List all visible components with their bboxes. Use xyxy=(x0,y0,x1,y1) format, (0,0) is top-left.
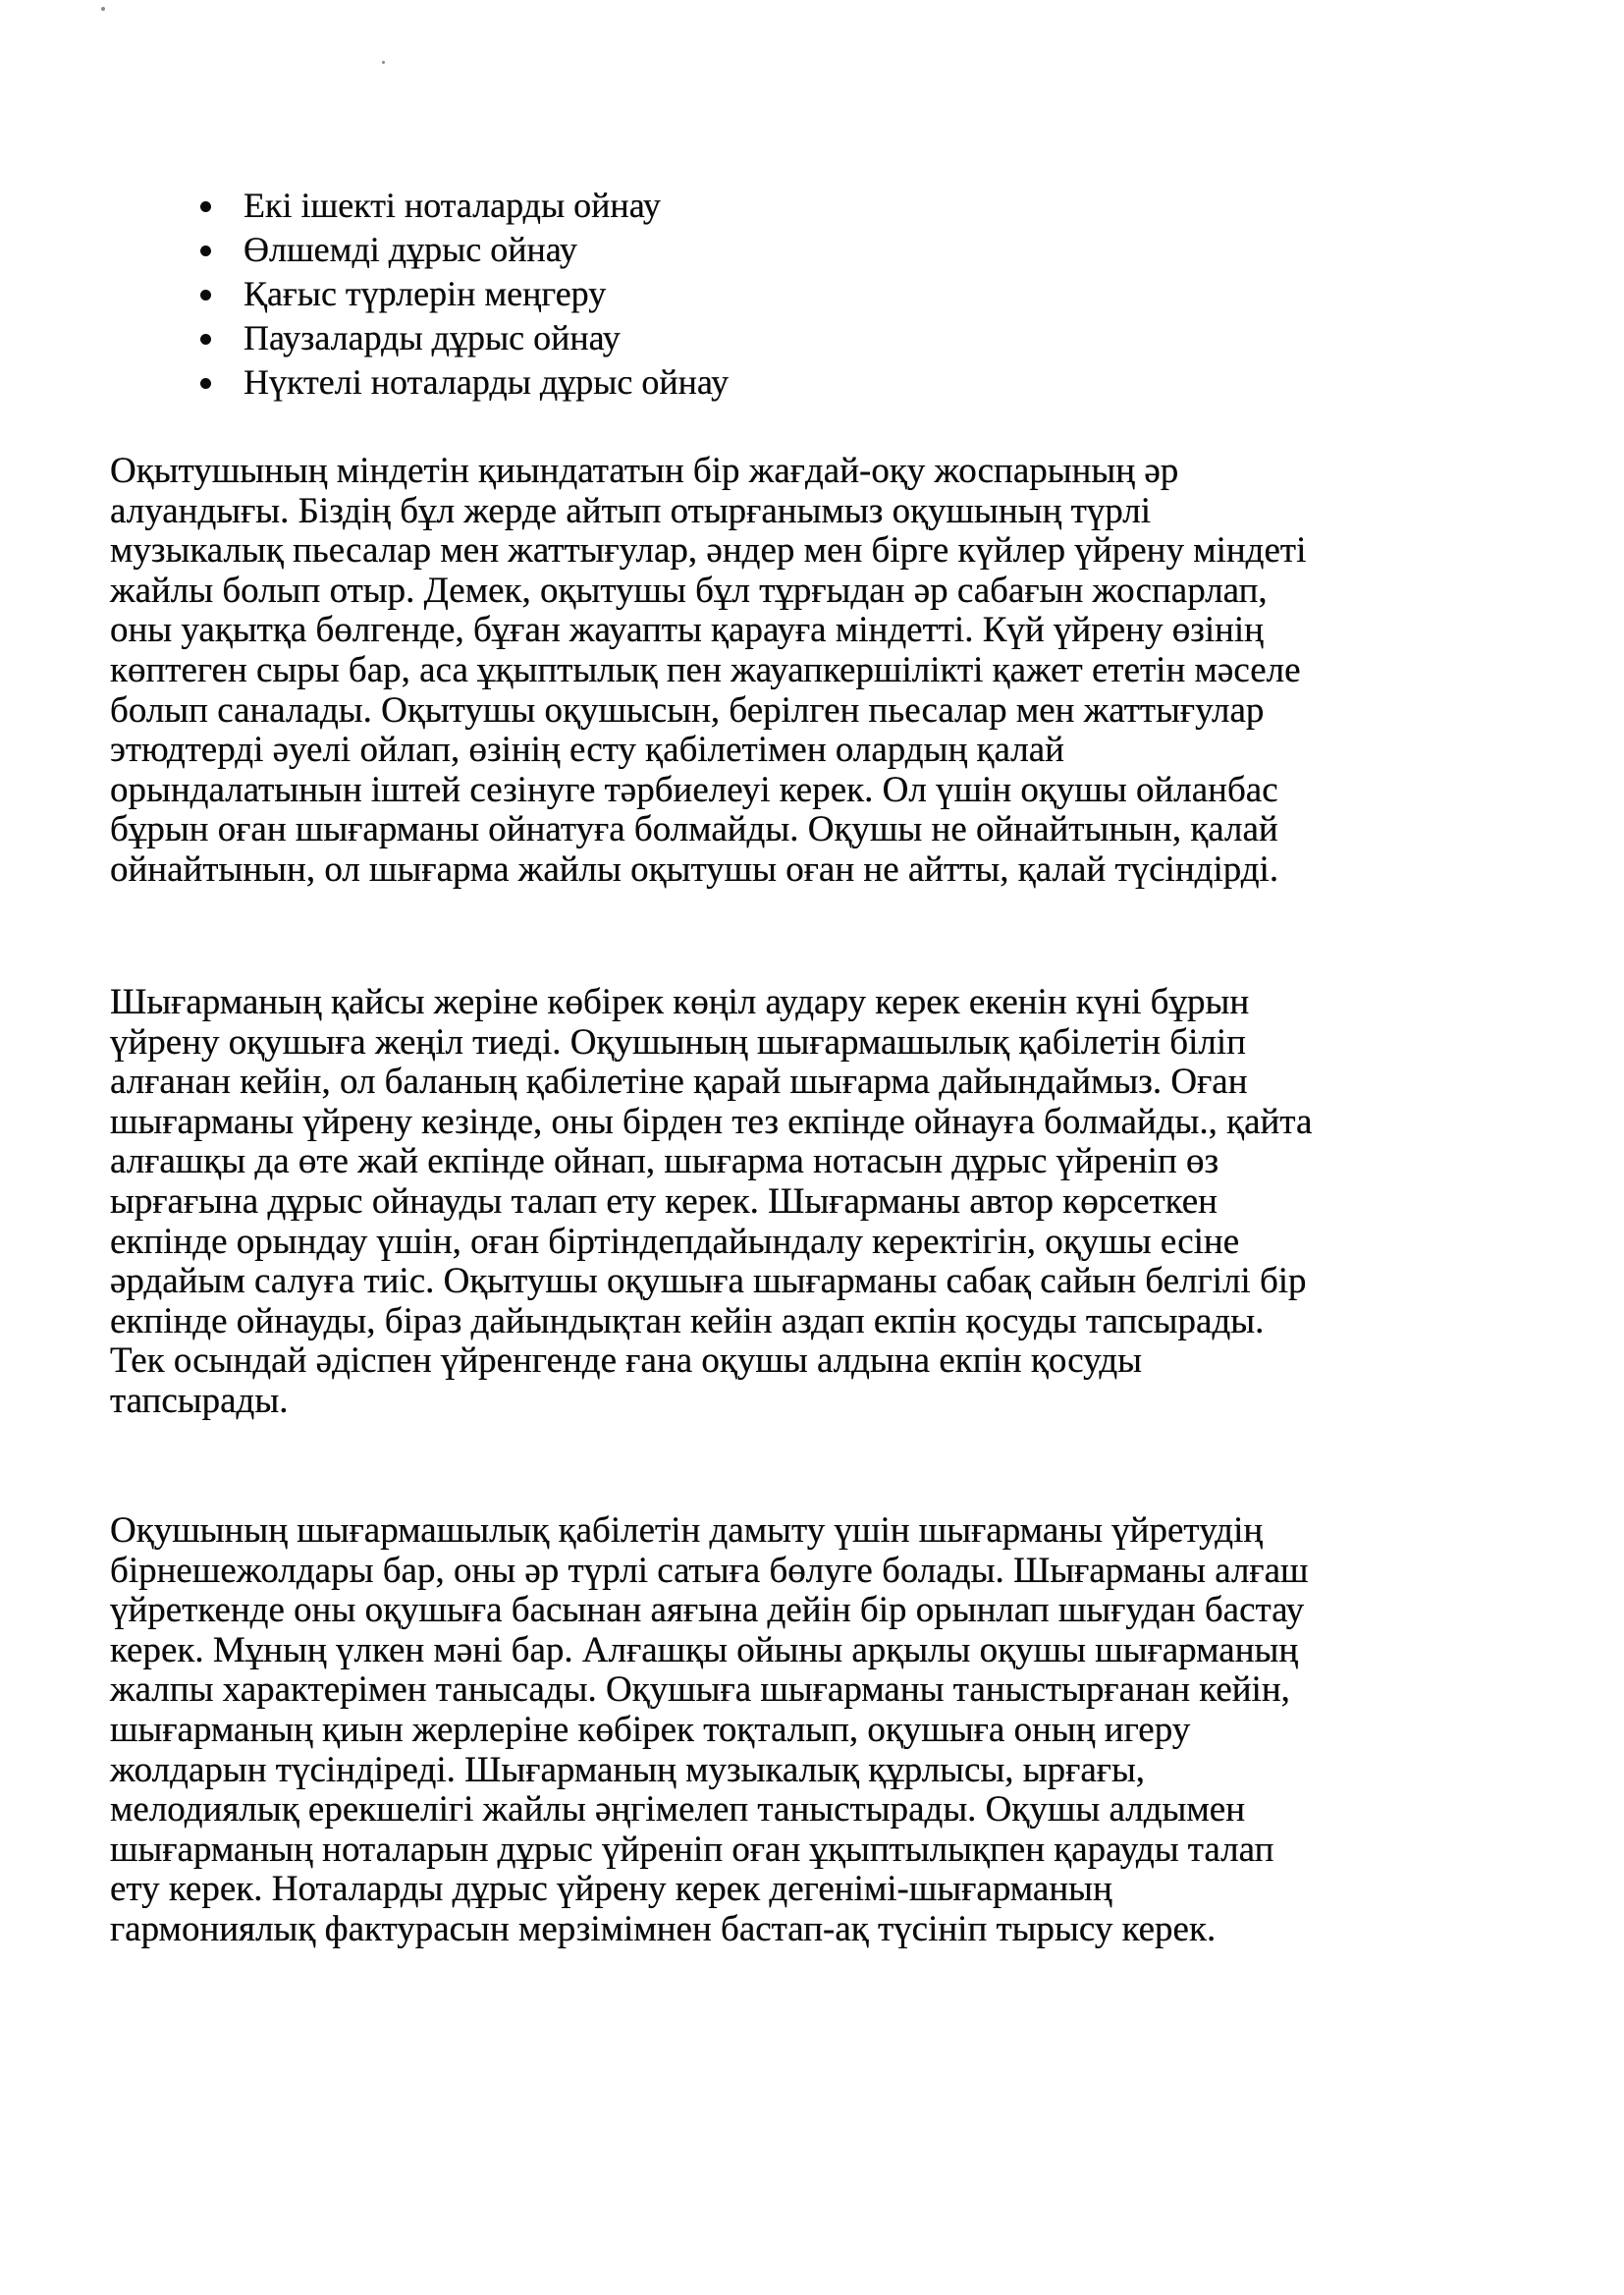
list-item xyxy=(200,359,729,404)
text-line: көптеген сыры бар, аса ұқыптылық пен жауапкершілікті қажет ететін мәселе xyxy=(110,649,1301,690)
text-line: бірнешежолдары бар, оны әр түрлі сатыға бөлуге болады. Шығарманы алғаш xyxy=(110,1550,1309,1591)
text-line: Оқушының шығармашылық қабілетін дамыту үшін шығарманы үйретудің xyxy=(110,1510,1264,1551)
text-line: ету керек. Ноталарды дұрыс үйрену керек дегенімі-шығарманың xyxy=(110,1869,1112,1910)
list-item xyxy=(200,227,729,271)
text-line: үйреткенде оны оқушыға басынан аяғына дейін бір орынлап шығудан бастау xyxy=(110,1590,1305,1631)
text-line: бұрын оған шығарманы ойнатуға болмайды. Оқушы не ойнайтынын, қалай xyxy=(110,809,1278,850)
list-item xyxy=(200,271,729,315)
bullet-icon xyxy=(200,290,211,301)
bullet-text: Паузаларды дұрыс ойнау xyxy=(244,317,621,357)
text-line: ойнайтынын, ол шығарма жайлы оқытушы оған не айтты, қалай түсіндірді. xyxy=(110,848,1279,890)
scan-speck xyxy=(101,7,105,11)
text-line: болып саналады. Оқытушы оқушысын, берілген пьесалар мен жаттығулар xyxy=(110,689,1265,731)
text-line: гармониялық фактурасын мерзімімнен бастап-ақ түсініп тырысу керек. xyxy=(110,1908,1217,1949)
text-line: шығарманың қиын жерлеріне көбірек тоқталып, оқушыға оның игеру xyxy=(110,1709,1191,1750)
text-line: керек. Мұның үлкен мәні бар. Алғашқы ойыны арқылы оқушы шығарманың xyxy=(110,1629,1299,1670)
text-line: тапсырады. xyxy=(110,1380,289,1421)
text-line: Оқытушының міндетін қиындататын бір жағдай-оқу жоспарының әр xyxy=(110,451,1179,491)
text-line: екпінде ойнауды, біраз дайындықтан кейін аздап екпін қосуды тапсырады. xyxy=(110,1300,1265,1341)
bullet-list xyxy=(200,183,729,404)
text-line: шығарманың ноталарын дұрыс үйреніп оған ұқыптылықпен қарауды талап xyxy=(110,1829,1274,1870)
text-line: ырғағына дұрыс ойнауды талап ету керек. Шығарманы автор көрсеткен xyxy=(110,1180,1218,1222)
bullet-text: Нүктелі ноталарды дұрыс ойнау xyxy=(244,361,730,402)
text-line: Шығарманың қайсы жеріне көбірек көңіл аудару керек екенін күні бұрын xyxy=(110,982,1250,1022)
list-item xyxy=(200,315,729,359)
paragraph-1 xyxy=(110,452,1306,891)
text-line: мелодиялық ерекшелігі жайлы әңгімелеп таныстырады. Оқушы алдымен xyxy=(110,1789,1246,1831)
bullet-icon xyxy=(200,334,211,345)
text-line: екпінде орындау үшін, оған біртіндепдайындалу керектігін, оқушы есіне xyxy=(110,1221,1240,1262)
paragraph-2 xyxy=(110,983,1312,1422)
text-line: алуандығы. Біздің бұл жерде айтып отырғанымыз оқушының түрлі xyxy=(110,490,1152,531)
text-line: музыкалық пьесалар мен жаттығулар, әндер мен бірге күйлер үйрену міндеті xyxy=(110,530,1307,572)
text-line: шығарманы үйрену кезінде, оны бірден тез екпінде ойнауға болмайды., қайта xyxy=(110,1101,1313,1142)
bullet-text: Қағыс түрлерін меңгеру xyxy=(244,273,607,313)
text-line: алғанан кейін, ол баланың қабілетіне қарай шығарма дайындаймыз. Оған xyxy=(110,1062,1248,1103)
text-line: әрдайым салуға тиіс. Оқытушы оқушыға шығарманы сабақ сайын белгілі бір xyxy=(110,1261,1307,1302)
text-line: Тек осындай әдіспен үйренгенде ғана оқушы алдына екпін қосуды xyxy=(110,1340,1143,1382)
text-line: оны уақытқа бөлгенде, бұған жауапты қарауға міндетті. Күй үйрену өзінің xyxy=(110,610,1264,651)
bullet-icon xyxy=(200,201,211,212)
bullet-icon xyxy=(200,378,211,389)
bullet-text: Өлшемді дұрыс ойнау xyxy=(244,229,577,269)
text-line: жайлы болып отыр. Демек, оқытушы бұл тұрғыдан әр сабағын жоспарлап, xyxy=(110,570,1268,611)
text-line: орындалатынын іштей сезінуге тәрбиелеуі керек. Ол үшін оқушы ойланбас xyxy=(110,769,1278,810)
text-line: үйрену оқушыға жеңіл тиеді. Оқушының шығармашылық қабілетін біліп xyxy=(110,1021,1246,1063)
bullet-icon xyxy=(200,246,211,256)
list-item xyxy=(200,183,729,227)
text-line: этюдтерді әуелі ойлап, өзінің есту қабілетімен олардың қалай xyxy=(110,730,1064,771)
paragraph-3 xyxy=(110,1511,1309,1950)
text-line: жалпы характерімен танысады. Оқушыға шығарманы таныстырғанан кейін, xyxy=(110,1669,1290,1711)
scan-speck xyxy=(382,61,385,64)
bullet-text: Екі ішекті ноталарды ойнау xyxy=(244,185,661,225)
text-line: жолдарын түсіндіреді. Шығарманың музыкалық құрлысы, ырғағы, xyxy=(110,1749,1146,1790)
text-line: алғашқы да өте жай екпінде ойнап, шығарма нотасын дұрыс үйреніп өз xyxy=(110,1141,1219,1182)
